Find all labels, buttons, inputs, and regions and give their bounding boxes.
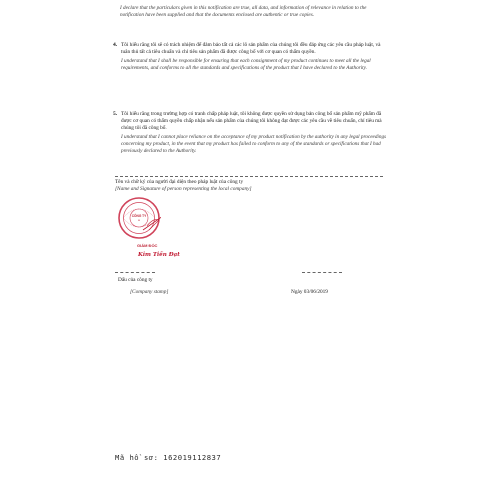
declaration-paragraph-en: I declare that the particulars given in this notification are true, all data, and information of relevance in relation to the notification have been supplied and that the documents enclosed are authentic or true copies.	[120, 5, 367, 18]
signature-divider	[115, 176, 383, 177]
date-divider	[302, 272, 342, 273]
item-4-english: I understand that I shall be responsible for ensuring that each consignment of my product continues to meet all the legal requirements, and conforms to all the standards and specifications of the product that I have declared to the Authority.	[121, 58, 371, 71]
item-5-english: I understand that I cannot place reliance on the acceptance of my product notification by the authority in any legal proceedings concerning my product, in the event that my product has failed to conform to any of the standards or specifications that I had previously declared to the Authority.	[121, 134, 387, 154]
director-title: GIÁM ĐỐC	[137, 243, 158, 248]
item-4-vietnamese: Tôi hiểu rằng tôi sẽ có trách nhiệm để đảm bảo tất cả các lô sản phẩm của chúng tôi đều đáp ứng các yêu cầu pháp luật, và tuân thủ tất cả tiêu chuẩn và chỉ tiêu sản phẩm đã được công bố với cơ quan có thẩm quyền.	[121, 42, 381, 55]
company-stamp-label-en: [Company stamp]	[130, 289, 169, 295]
signature-label-vi: Tên và chữ ký của người đại diện theo pháp luật của công ty	[115, 179, 244, 185]
director-signature-name: Kim Tiến Đạt	[138, 252, 180, 258]
item-5-vietnamese: Tôi hiểu rằng trong trường hợp có tranh chấp pháp luật, tôi không được quyền sử dụng bản công bố sản phẩm mỹ phẩm đã được cơ quan có thẩm quyền chấp nhận nếu sản phẩm của chúng tôi không đạt được các yêu cầu về tiêu chuẩn, chỉ tiêu mà chúng tôi đã công bố.	[121, 111, 382, 131]
company-stamp-label-vi: Dấu của công ty	[118, 277, 153, 283]
item-number: 5.	[113, 111, 118, 117]
item-number: 4.	[113, 42, 118, 48]
seal-text: CÔNG TY	[131, 214, 147, 218]
date-label: Ngày 03/06/2019	[291, 289, 328, 295]
company-seal-icon	[117, 196, 161, 240]
svg-text:★: ★	[137, 219, 141, 222]
document-code: Mã hồ sơ: 162019112837	[115, 453, 222, 462]
stamp-divider	[115, 272, 155, 273]
signature-label-en: [Name and Signature of person representing the local company]	[115, 186, 252, 192]
